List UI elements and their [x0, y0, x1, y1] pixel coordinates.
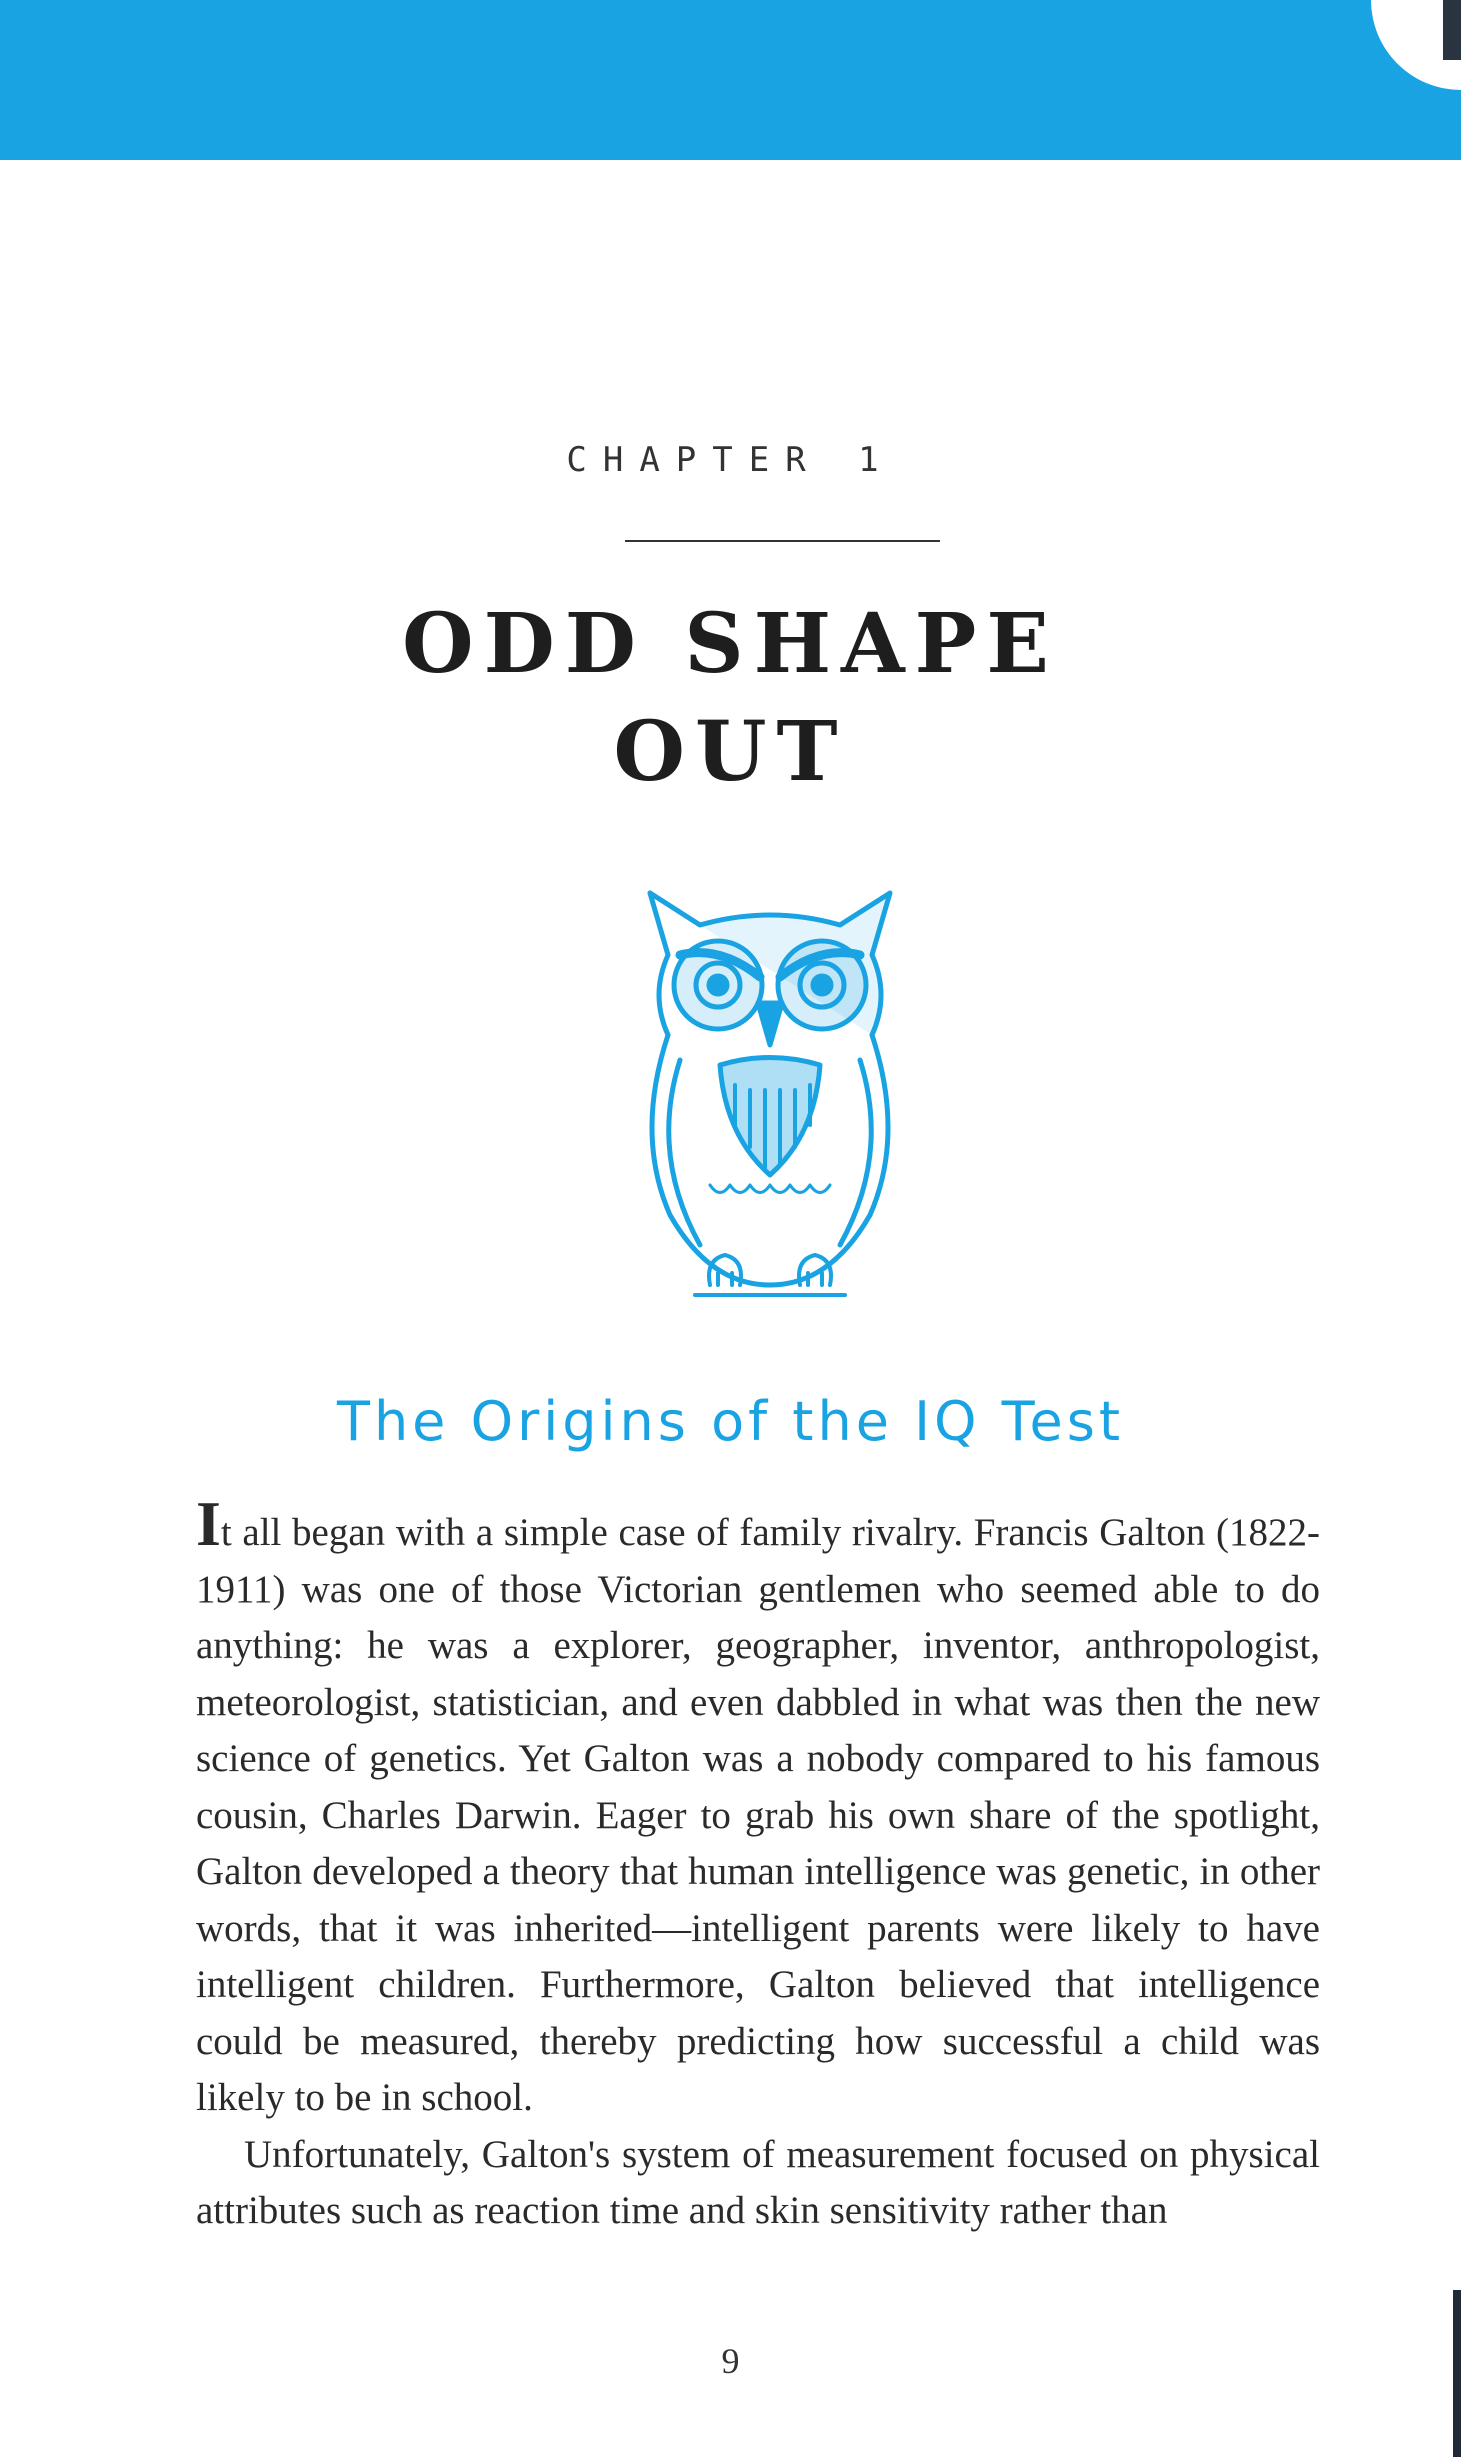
- drop-cap: I: [196, 1488, 221, 1559]
- chapter-divider: [625, 540, 940, 542]
- chapter-label: CHAPTER 1: [566, 440, 895, 480]
- section-heading: The Origins of the IQ Test: [336, 1390, 1125, 1453]
- paragraph-2: Unfortunately, Galton's system of measurement focused on physical attributes such as reaction time and skin sensitivity rather than: [196, 2132, 1320, 2232]
- top-color-band: [0, 0, 1461, 160]
- chapter-title: [0, 590, 1461, 806]
- paragraph-1-text: t all began with a simple case of family rivalry. Francis Galton (1822-1911) was one of those Victorian gentlemen who seemed able to do anything: he was a explorer, geographer, inventor, anthropologist, meteorologist, statistician, and even dabbled in what was then the new science of genetics. Yet Galton was a nobody compared to his famous cousin, Charles Darwin. Eager to grab his own share of the spotlight, Galton developed a theory that human intelligence was genetic, in other words, that it was inherited—intelligent parents were likely to have intelligent children. Furthermore, Galton believed that intelligence could be measured, thereby predicting how successful a child was likely to be in school.: [196, 1511, 1320, 2119]
- owl-icon: [640, 885, 900, 1305]
- paragraph-1: [196, 1488, 1320, 2127]
- page-number: 9: [721, 2341, 740, 2381]
- chapter-title-line-2: OUT: [613, 704, 848, 800]
- body-text: [196, 1488, 1320, 2240]
- chapter-title-line-1: ODD SHAPE: [402, 596, 1059, 692]
